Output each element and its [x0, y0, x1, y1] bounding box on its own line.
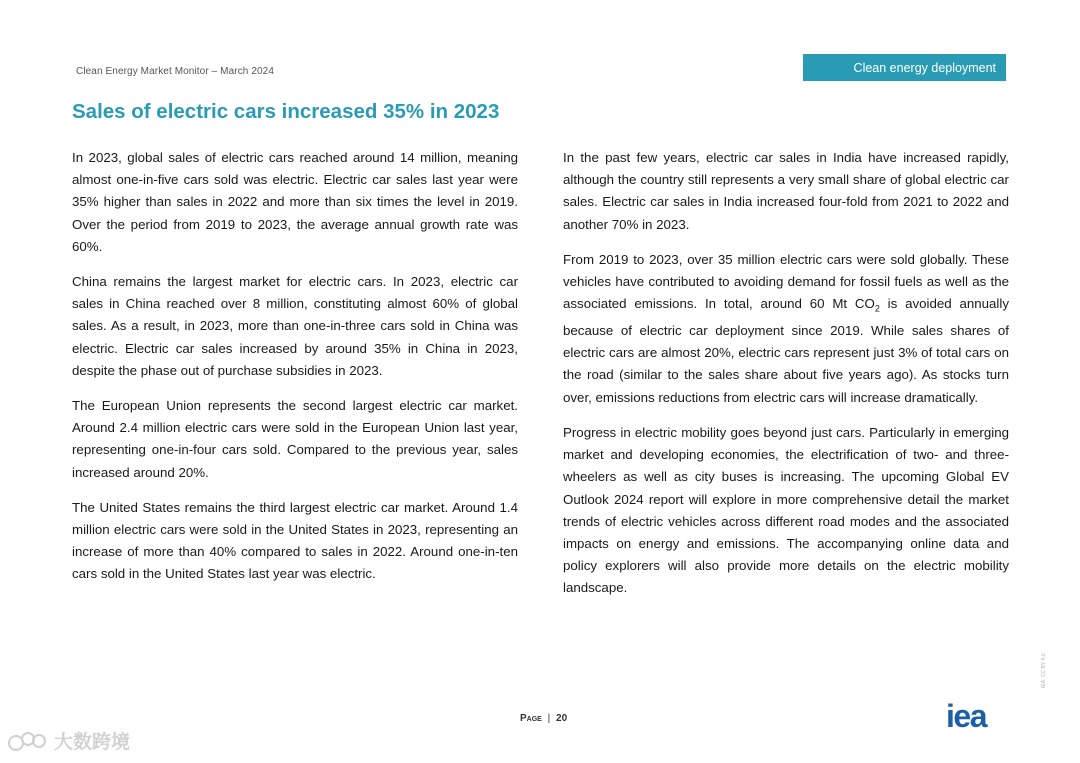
section-badge: Clean energy deployment: [803, 54, 1006, 81]
watermark: [8, 727, 130, 754]
iea-logo-icon: [946, 702, 1008, 730]
paragraph: In the past few years, electric car sales in India have increased rapidly, although the country still represents a very small share of global electric car sales. Electric car sales in India increased four-fold from 2021 to 2022 and another 70% in 2023.: [563, 150, 1009, 232]
paragraph: In 2023, global sales of electric cars reached around 14 million, meaning almost one-in-five cars sold was electric. Electric car sales last year were 35% higher than sales in 2022 and more than six times the level in 2019. Over the period from 2019 to 2023, the average annual growth rate was 60%.: [72, 150, 518, 254]
paragraph-part: From 2019 to 2023, over 35 million electric cars were sold globally. These vehicles have contributed to avoiding demand for fossil fuels as well as the associated emissions. In total, around 60 Mt CO: [563, 251, 1009, 312]
watermark-text: 大数跨境: [54, 732, 131, 753]
paragraph: [563, 249, 1009, 409]
paragraph: The United States remains the third largest electric car market. Around 1.4 million electric cars were sold in the United States in 2023, representing an increase of more than 40% compared to sales in 2022. Around one-in-ten cars sold in the United States last year was electric.: [72, 499, 518, 582]
subscript: 2: [874, 303, 880, 314]
logo-text: iea: [946, 702, 986, 730]
license-text: IEA. CC BY 4.0.: [1041, 652, 1047, 688]
right-column: [563, 147, 1009, 613]
paragraph: Progress in electric mobility goes beyond just cars. Particularly in emerging market and developing economies, the electrification of two- and three-wheelers as well as city buses is increasing. The upcoming Global EV Outlook 2024 report will explore in more comprehensive detail the market trends of electric vehicles across different road modes and the associated impacts on energy and emissions. The accompanying online data and policy explorers will also provide more details on the electric mobility landscape.: [563, 424, 1009, 596]
left-column: [72, 147, 518, 599]
page-number-value: 20: [556, 713, 568, 724]
paragraph: China remains the largest market for electric cars. In 2023, electric car sales in China reached over 8 million, constituting almost 60% of global sales. As a result, in 2023, more than one-in-three cars sold in China was electric. Electric car sales increased by around 35% in China in 2023, despite the phase out of purchase subsidies in 2023.: [72, 274, 518, 378]
paragraph-part: is avoided annually because of electric car deployment since 2019. While sales shares of electric cars are almost 20%, electric cars represent just 3% of total cars on the road (similar to the sales share about five years ago). As stocks turn over, emissions reductions from electric cars will increase dramatically.: [563, 296, 1009, 405]
page-number: [520, 713, 567, 724]
watermark-logo-icon: [8, 729, 48, 753]
page-title: Sales of electric cars increased 35% in 2023: [72, 100, 500, 123]
page-separator: |: [547, 713, 551, 724]
paragraph: The European Union represents the second largest electric car market. Around 2.4 million electric cars were sold in the European Union last year, representing one-in-four cars sold. Compared to the previous year, sales increased around 20%.: [72, 398, 518, 480]
page-label: Page: [520, 713, 542, 724]
report-title: Clean Energy Market Monitor – March 2024: [76, 66, 274, 77]
